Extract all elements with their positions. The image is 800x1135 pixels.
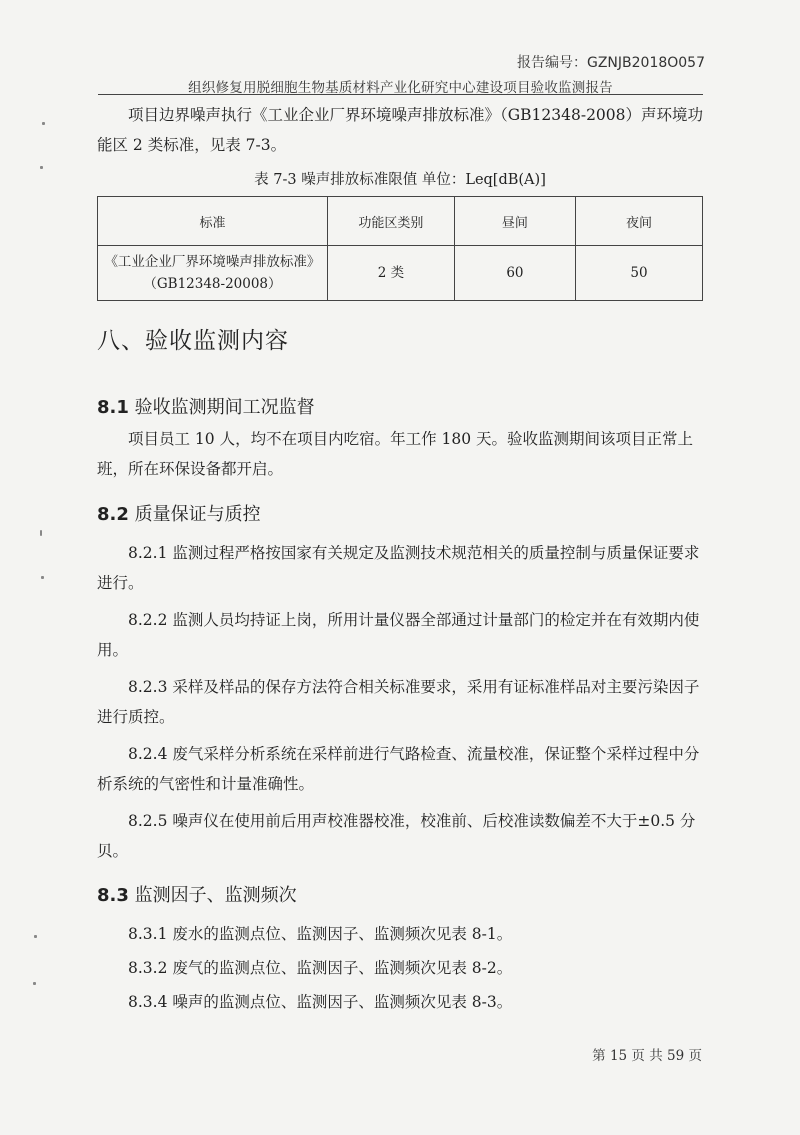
scan-speck [34,935,37,938]
section-title: 质量保证与质控 [134,504,261,525]
table-cell-day: 60 [454,246,575,301]
noise-standard-table [97,196,703,301]
intro-paragraph: 项目边界噪声执行《工业企业厂界环境噪声排放标准》（GB12348-2008）声环境功能区 2 类标准，见表 7-3。 [97,106,704,154]
scan-speck [40,166,43,169]
qa-item: 8.2.2 监测人员均持证上岗，所用计量仪器全部通过计量部门的检定并在有效期内使用。 [97,611,700,659]
section-number: 8.1 [97,397,129,418]
section-title: 验收监测期间工况监督 [134,397,315,418]
section-title: 监测因子、监测频次 [134,885,297,906]
section-8-1-text: 项目员工 10 人，均不在项目内吃宿。年工作 180 天。验收监测期间该项目正常上班，所在环保设备都开启。 [97,430,694,478]
monitoring-item: 8.3.1 废水的监测点位、监测因子、监测频次见表 8-1。 [128,925,513,943]
qa-item: 8.2.1 监测过程严格按国家有关规定及监测技术规范相关的质量控制与质量保证要求进行。 [97,544,700,592]
section-8-2-heading [97,500,261,526]
page-number: 第 15 页 共 59 页 [592,1048,702,1064]
table-cell-zone: 2 类 [327,246,454,301]
scan-speck [42,122,45,125]
section-8-1-heading [97,393,315,419]
section-number: 8.3 [97,885,129,906]
table-cell-night: 50 [575,246,702,301]
section-number: 8.2 [97,504,129,525]
qa-item: 8.2.3 采样及样品的保存方法符合相关标准要求，采用有证标准样品对主要污染因子进行质控。 [97,678,700,726]
table-header-cell: 夜间 [575,197,702,246]
table-header-cell: 功能区类别 [327,197,454,246]
monitoring-item: 8.3.2 废气的监测点位、监测因子、监测频次见表 8-2。 [128,959,513,977]
scan-speck [41,576,44,579]
scan-speck [40,530,42,536]
section-8-heading: 八、验收监测内容 [97,328,289,354]
report-number: 报告编号：GZNJB2018O057 [516,55,705,71]
table-header-cell: 标准 [98,197,328,246]
scan-speck [33,982,36,985]
report-header-title: 组织修复用脱细胞生物基质材料产业化研究中心建设项目验收监测报告 [188,80,613,96]
table-caption: 表 7-3 噪声排放标准限值 单位：Leq[dB(A)] [254,172,546,188]
standard-code: （GB12348-20008） [143,276,282,292]
qa-item: 8.2.5 噪声仪在使用前后用声校准器校准，校准前、后校准读数偏差不大于±0.5 分贝。 [97,812,696,860]
qa-item: 8.2.4 废气采样分析系统在采样前进行气路检查、流量校准，保证整个采样过程中分析系统的气密性和计量准确性。 [97,745,700,793]
table-cell-standard [98,246,328,301]
section-8-3-heading [97,881,297,907]
table-header-row [98,197,703,246]
monitoring-item: 8.3.4 噪声的监测点位、监测因子、监测频次见表 8-3。 [128,993,513,1011]
table-header-cell: 昼间 [454,197,575,246]
table-row [98,246,703,301]
header-divider [98,94,703,95]
standard-name: 《工业企业厂界环境噪声排放标准》 [104,254,321,270]
